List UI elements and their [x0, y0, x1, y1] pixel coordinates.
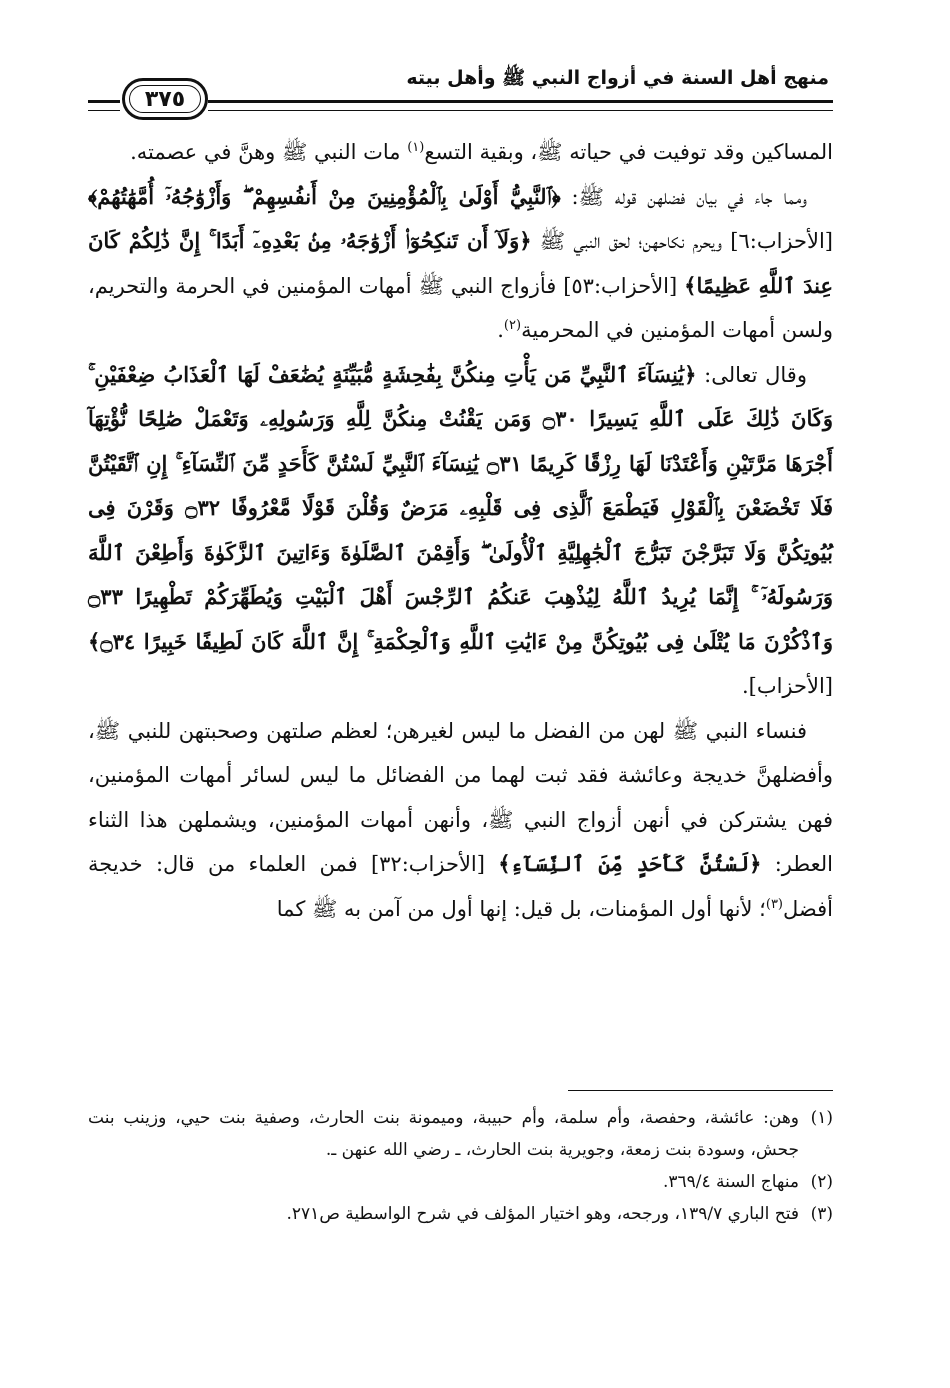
footnote-text: فتح الباري ١٣٩/٧، ورجحه، وهو اختيار المؤلف في شرح الواسطية ص٢٧١.	[286, 1204, 799, 1224]
footnote-text: منهاج السنة ٣٦٩/٤.	[662, 1172, 799, 1192]
footnote-ref-3: (٣)	[765, 896, 783, 912]
book-page	[88, 60, 833, 1360]
footnote-number: (٣)	[810, 1204, 833, 1224]
footnote-ref-2: (٢)	[503, 318, 522, 333]
p3-ref: [الأحزاب].	[741, 674, 833, 698]
p2-intro: ومما جاء في بيان فضلهن قوله ﷺ:	[560, 184, 807, 209]
quran-verse-1: ﴿ٱلنَّبِيُّ أَوْلَىٰ بِٱلْمُؤْمِنِينَ مِنْ أَنفُسِهِمْ ۖ وَأَزْوَٰجُهُۥٓ أُمَّهَٰتُهُمْ﴾	[88, 183, 561, 209]
footnote-separator	[568, 1090, 833, 1091]
footnote-ref-1: (١)	[407, 140, 425, 155]
paragraph-3	[88, 353, 833, 709]
header-rule-left	[88, 100, 120, 111]
running-title: منهج أهل السنة في أزواج النبي ﷺ وأهل بيته	[406, 67, 829, 89]
footnote-3	[88, 1198, 833, 1230]
page-number-frame	[122, 78, 208, 120]
paragraph-4	[88, 709, 833, 932]
p3-intro: وقال تعالى:	[696, 362, 807, 387]
p4-text-a: فنساء النبي ﷺ لهن من الفضل ما ليس لغيرهن؛ لعظم صلتهن وصحبتهن للنبي ﷺ، وأفضلهنَّ خديجة وعائشة فقد ثبت لهما من الفضائل ما ليس لسائر أمهات المؤمنين، فهن يشتركن في أنهن أزواج النبي ﷺ، وأنهن أمهات المؤمنين، ويشملهن هذا الثناء العطر:	[88, 718, 833, 876]
p1-text: المساكين وقد توفيت في حياته ﷺ، وبقية التسع	[424, 140, 833, 164]
footnote-number: (٢)	[810, 1172, 833, 1192]
footnote-2	[88, 1166, 833, 1198]
quran-verse-3: ﴿يَٰنِسَآءَ ٱلنَّبِيِّ مَن يَأْتِ مِنكُنَّ بِفَٰحِشَةٍ مُّبَيِّنَةٍ يُضَٰعَفْ لَهَا ٱلْعَذَابُ ضِعْفَيْنِ ۚ وَكَانَ ذَٰلِكَ عَلَى ٱللَّهِ يَسِيرًا ۝٣٠ وَمَن يَقْنُتْ مِنكُنَّ لِلَّهِ وَرَسُولِهِۦ وَتَعْمَلْ صَٰلِحًا نُّؤْتِهَآ أَجْرَهَا مَرَّتَيْنِ وَأَعْتَدْنَا لَهَا رِزْقًا كَرِيمًا ۝٣١ يَٰنِسَآءَ ٱلنَّبِيِّ لَسْتُنَّ كَأَحَدٍ مِّنَ ٱلنِّسَآءِ ۚ إِنِ ٱتَّقَيْتُنَّ فَلَا تَخْضَعْنَ بِٱلْقَوْلِ فَيَطْمَعَ ٱلَّذِى فِى قَلْبِهِۦ مَرَضٌ وَقُلْنَ قَوْلًا مَّعْرُوفًا ۝٣٢ وَقَرْنَ فِى بُيُوتِكُنَّ وَلَا تَبَرَّجْنَ تَبَرُّجَ ٱلْجَٰهِلِيَّةِ ٱلْأُولَىٰ ۖ وَأَقِمْنَ ٱلصَّلَوٰةَ وَءَاتِينَ ٱلزَّكَوٰةَ وَأَطِعْنَ ٱللَّهَ وَرَسُولَهُۥٓ ۚ إِنَّمَا يُرِيدُ ٱللَّهُ لِيُذْهِبَ عَنكُمُ ٱلرِّجْسَ أَهْلَ ٱلْبَيْتِ وَيُطَهِّرَكُمْ تَطْهِيرًا ۝٣٣ وَٱذْكُرْنَ مَا يُتْلَىٰ فِى بُيُوتِكُنَّ مِنْ ءَايَٰتِ ٱللَّهِ وَٱلْحِكْمَةِ ۚ إِنَّ ٱللَّهَ كَانَ لَطِيفًا خَبِيرًا ۝٣٤﴾	[88, 361, 833, 654]
footnotes	[88, 1102, 833, 1230]
footnote-text: وهن: عائشة، وحفصة، وأم سلمة، وأم حبيبة، وميمونة بنت الحارث، وصفية بنت حيي، وزينب بنت جحش، وسودة بنت زمعة، وجويرية بنت الحارث، ـ رضي الله عنهن ـ.	[88, 1108, 799, 1160]
p4-text-c: ؛ لأنها أول المؤمنات، بل قيل: إنها أول من آمن به ﷺ كما	[276, 896, 766, 921]
p2-ref1: [الأحزاب:٦] ويحرم نكاحهن؛ لحق النبي ﷺ	[531, 229, 834, 253]
footnote-number: (١)	[810, 1108, 833, 1128]
paragraph-1	[88, 130, 833, 175]
quran-verse-4: ﴿لَسْتُنَّ كَأَحَدٍ مِّنَ ٱلنِّسَآءِ﴾	[498, 851, 762, 876]
p2-end: .	[497, 318, 504, 342]
page-number: ٣٧٥	[144, 86, 186, 112]
paragraph-2	[88, 175, 833, 353]
p4-text-b: [الأحزاب:٣٢] فمن العلماء من قال: خديجة أفضل	[88, 852, 833, 921]
p1-rest: مات النبي ﷺ وهنَّ في عصمته.	[130, 140, 408, 164]
quran-verse-2: ﴿وَلَآ أَن تَنكِحُوٓا۟ أَزْوَٰجَهُۥ مِنۢ بَعْدِهِۦٓ أَبَدًا ۚ إِنَّ ذَٰلِكُمْ كَانَ عِندَ ٱللَّهِ عَظِيمًا﴾	[88, 228, 833, 298]
header-rule	[208, 100, 833, 111]
main-text	[88, 130, 833, 931]
footnote-1	[88, 1102, 833, 1166]
page-header	[88, 60, 833, 124]
p2-ref2: [الأحزاب:٥٣] فأزواج النبي ﷺ أمهات المؤمنين في الحرمة والتحريم، ولسن أمهات المؤمنين في المحرمية	[88, 273, 833, 342]
